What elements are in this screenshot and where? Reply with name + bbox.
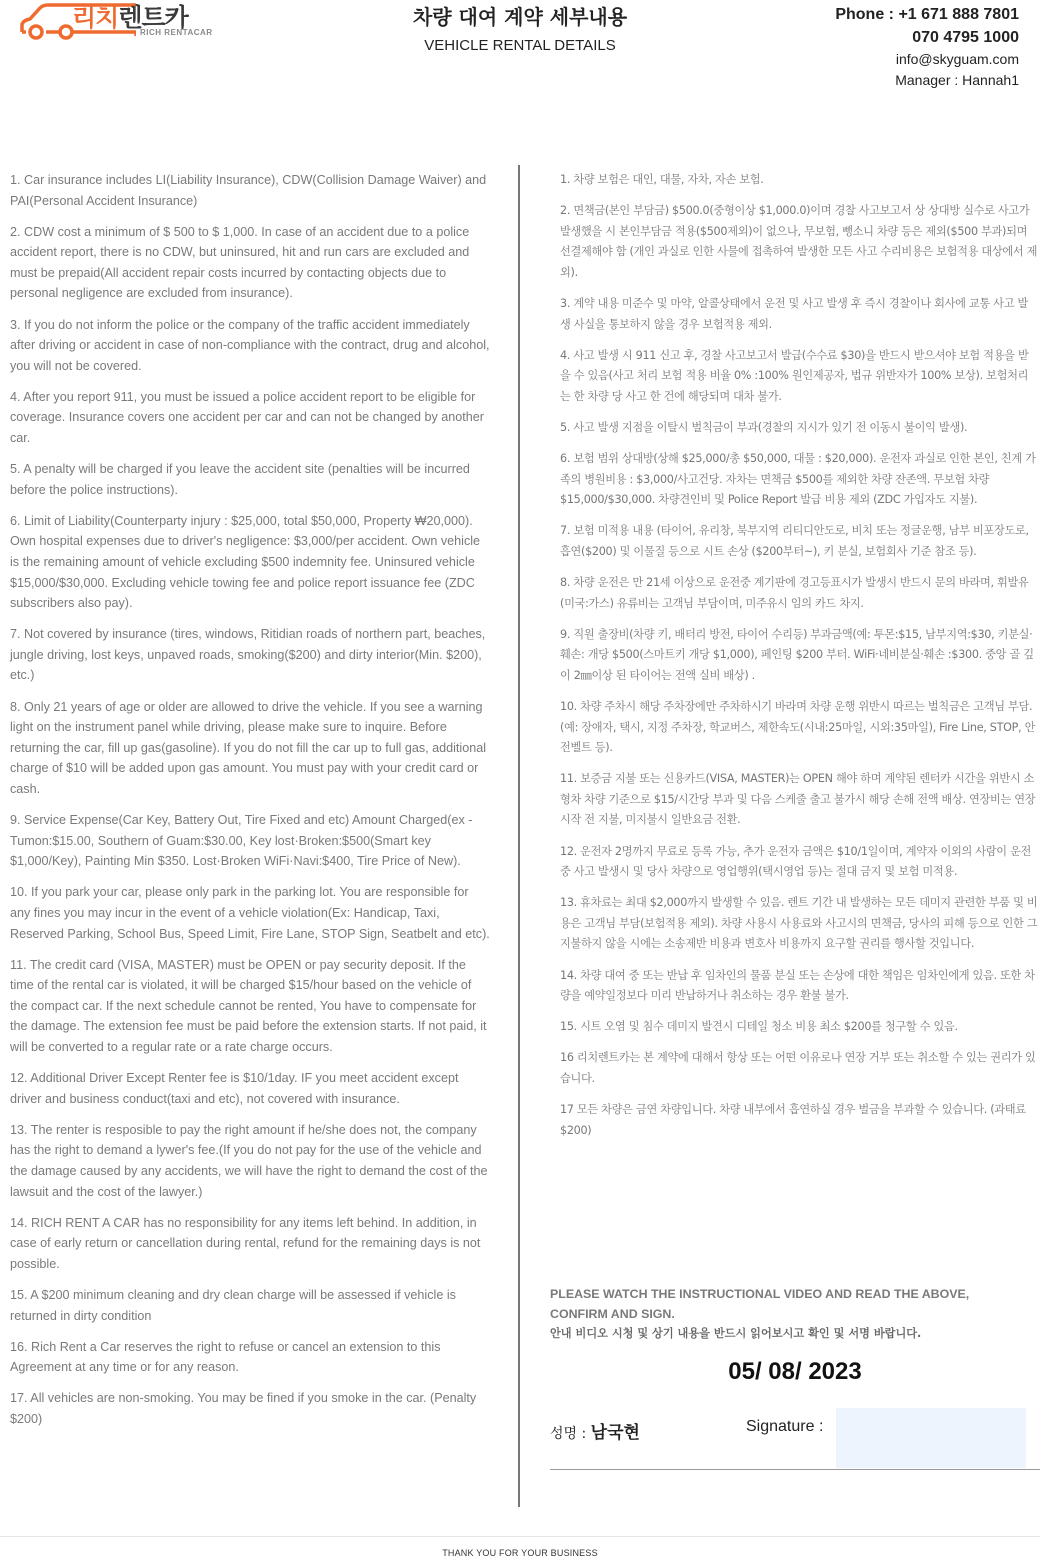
term-kr-2: 2. 면책금(본인 부담금) $500.0(중형이상 $1,000.0)이며 경찰 사고보고서 상 상대방 실수로 사고가 발생했을 시 본인부담금 적용($500제외)이 없으나, 무보험, 뺑소니 차량 등은 제외($500 부과)되며 선결제해야 함 (개인 과실로 인한 사물에 접촉하여 발생한 모든 사고 수리비용은 보험적용 대상에서 제외). bbox=[560, 204, 1038, 279]
term-kr-14: 14. 차량 대여 중 또는 반납 후 임차인의 물품 분실 또는 손상에 대한 책임은 임차인에게 있음. 또한 차량을 예약일정보다 미리 반납하거나 취소하는 경우 환불 불가. bbox=[560, 968, 1035, 1003]
term-kr-1: 1. 차량 보험은 대인, 대물, 자차, 자손 보험. bbox=[560, 173, 764, 186]
term-kr-10: 10. 차량 주차시 해당 주차장에만 주차하시기 바라며 차량 운행 위반시 따르는 벌칙금은 고객님 부담. (예: 장애자, 택시, 지정 주차장, 학교버스, 제한속도(시내:25마일, 시외:35마일), Fire Line, STOP, 안전벨트 등). bbox=[560, 699, 1036, 755]
contact-email: info@skyguam.com bbox=[895, 51, 1019, 67]
term-en-16: 16. Rich Rent a Car reserves the right to refuse or cancel an extension to this Agreement at any time or for any reason. bbox=[10, 1339, 441, 1375]
phone-primary: Phone : +1 671 888 7801 bbox=[835, 6, 1019, 23]
footer-text: THANK YOU FOR YOUR BUSINESS bbox=[442, 1548, 598, 1558]
term-en-3: 3. If you do not inform the police or the company of the traffic accident immediately after driving or accident in case of non-compliance with the contract, drug and alcohol, you will not be covered. bbox=[10, 317, 490, 373]
terms-korean bbox=[560, 170, 1038, 1152]
term-en-7: 7. Not covered by insurance (tires, windows, Ritidian roads of northern part, beaches, jungle driving, lost keys, unpaved roads, smoking($200) and dirty interior(Min. $200), etc.) bbox=[10, 627, 486, 683]
term-kr-12: 12. 운전자 2명까지 무료로 등록 가능, 추가 운전자 금액은 $10/1일이며, 계약자 이외의 사람이 운전중 사고 발생시 및 당사 차량으로 영업행위(택시영업 등)는 절대 금지 및 보험 미적용. bbox=[560, 844, 1032, 879]
term-kr-6: 6. 보험 범위 상대방(상해 $25,000/총 $50,000, 대물 : $20,000). 운전자 과실로 인한 본인, 친계 가족의 병원비용 : $3,000/사고건당. 자차는 면책금 $500를 제외한 차량 잔존액. 무보험 차량 $15,000/$30,000. 차량견인비 및 Police Report 발급 비용 제외 (ZDC 가입자도 지불). bbox=[560, 452, 1036, 507]
term-en-1: 1. Car insurance includes LI(Liability Insurance), CDW(Collision Damage Waiver) and PAI(Personal Accident Insurance) bbox=[10, 173, 487, 208]
notice-en-line1: PLEASE WATCH THE INSTRUCTIONAL VIDEO AND READ THE ABOVE, bbox=[550, 1287, 970, 1301]
signature-underline bbox=[550, 1469, 1040, 1470]
page-title-korean: 차량 대여 계약 세부내용 bbox=[412, 5, 628, 29]
manager-name: Manager : Hannah1 bbox=[895, 72, 1019, 88]
footer-divider bbox=[0, 1536, 1040, 1537]
term-en-4: 4. After you report 911, you must be issued a police accident report to be eligible for coverage. Insurance covers one accident per car and can not be changed by another car. bbox=[10, 389, 484, 446]
term-en-12: 12. Additional Driver Except Renter fee is $10/1day. IF you meet accident except driver and business conduct(taxi and etc), not covered with insurance. bbox=[10, 1071, 459, 1106]
contact-info bbox=[835, 3, 1019, 91]
logo-text-english: RICH RENTACAR bbox=[140, 28, 213, 37]
term-kr-7: 7. 보험 미적용 내용 (타이어, 유리창, 북부지역 리티디안도로, 비치 또는 정글운행, 남부 비포장도로, 흡연($200) 및 이물질 등으로 시트 손상 ($200부터~), 키 분실, 보험회사 기준 참조 등). bbox=[560, 524, 1029, 558]
term-kr-17: 17 모든 차량은 금연 차량입니다. 차량 내부에서 흡연하실 경우 벌금을 부과할 수 있습니다. (과태료 $200) bbox=[560, 1102, 1026, 1137]
term-en-10: 10. If you park your car, please only park in the parking lot. You are responsible for any fines you may incur in the event of a vehicle violation(Ex: Handicap, Taxi, Reserved Parking, School Bus, Speed Limit, Fire Lane, STOP Sign, Seatbelt and etc). bbox=[10, 885, 490, 941]
term-kr-11: 11. 보증금 지불 또는 신용카드(VISA, MASTER)는 OPEN 해야 하며 계약된 렌터카 시간을 위반시 소형차 차량 기준으로 $15/시간당 부과 및 다음 스케줄 출고 불가시 해당 손해 전액 배상. 연장비는 연장시작 전 지불, 미지불시 일반요금 전환. bbox=[560, 772, 1036, 827]
term-kr-4: 4. 사고 발생 시 911 신고 후, 경찰 사고보고서 발급(수수료 $30)을 반드시 받으셔야 보험 적용을 받을 수 있음(사고 처리 보험 적용 비율 0% :100% 원인제공자, 법규 위반자가 100% 보상). 보험처리는 한 차량 당 사고 한 건에 해당되며 대차 불가. bbox=[560, 348, 1029, 403]
term-kr-3: 3. 계약 내용 미준수 및 마약, 알콜상태에서 운전 및 사고 발생 후 즉시 경찰이나 회사에 교통 사고 발생 사실을 통보하지 않을 경우 보험적용 제외. bbox=[560, 296, 1028, 331]
terms-english bbox=[10, 170, 492, 1440]
phone-secondary: 070 4795 1000 bbox=[912, 29, 1019, 46]
term-en-6: 6. Limit of Liability(Counterparty injury : $25,000, total $50,000, Property ₩20,000). Own hospital expenses due to driver's negligence: $3,000/per accident. Own vehicle is the remaining amount of vehicle excluding $500 indemnity fee. Uninsured vehicle $15,000/$30,000. Excluding vehicle towing fee and police report issuance fee (ZDC subscribers also pay). bbox=[10, 513, 481, 611]
term-kr-5: 5. 사고 발생 지점을 이탈시 벌칙금이 부과(경찰의 지시가 있기 전 이동시 불이익 발생). bbox=[560, 420, 968, 434]
term-kr-8: 8. 차량 운전은 만 21세 이상으로 운전중 계기판에 경고등표시가 발생시 반드시 문의 바라며, 휘발유(미국:가스) 유류비는 고객님 부담이며, 미주유시 임의 카드 차지. bbox=[560, 576, 1029, 610]
term-en-13: 13. The renter is resposible to pay the right amount if he/she does not, the company has the right to demand a lywer's fee.(If you do not pay for the use of the vehicle and the damage caused by any accidents, we will have the right to demand the cost of the lawsuit and the cost of the lawyer.) bbox=[10, 1122, 488, 1199]
term-en-8: 8. Only 21 years of age or older are allowed to drive the vehicle. If you see a warning light on the instrument panel while driving, please make sure to inquire. Before returning the car, fill up gas(gasoline). If you do not fill the car up to full gas, additional charge of $10 will be added upon gas amount. You must pay with your credit card or cash. bbox=[10, 699, 487, 796]
term-kr-16: 16 리치렌트카는 본 계약에 대해서 항상 또는 어떤 이유로나 연장 거부 또는 취소할 수 있는 권리가 있습니다. bbox=[560, 1051, 1036, 1085]
notice-en-line2: CONFIRM AND SIGN. bbox=[550, 1307, 675, 1321]
term-en-14: 14. RICH RENT A CAR has no responsibility for any items left behind. In addition, in case of early return or cancellation during rental, refund for the remaining days is not possible. bbox=[10, 1215, 481, 1271]
signature-label: Signature : bbox=[746, 1418, 824, 1435]
name-label: 성명 : bbox=[550, 1426, 591, 1442]
term-en-2: 2. CDW cost a minimum of $ 500 to $ 1,000. In case of an accident due to a police accident report, there is no CDW, but uninsured, hit and run cars are excluded and must be prepaid(All accident repair costs incurred by contacting objects due to personal negligence are excluded from insurance). bbox=[10, 224, 470, 301]
term-en-5: 5. A penalty will be charged if you leave the accident site (penalties will be incurred before the police instructions). bbox=[10, 462, 470, 497]
term-en-15: 15. A $200 minimum cleaning and dry clean charge will be assessed if vehicle is returned in dirty condition bbox=[10, 1287, 456, 1323]
sign-notice bbox=[550, 1284, 1020, 1344]
logo-text-dark: 렌트카 bbox=[118, 3, 188, 32]
notice-kr: 안내 비디오 시청 및 상기 내용을 반드시 읽어보시고 확인 및 서명 바랍니다. bbox=[550, 1327, 922, 1340]
contract-date: 05/ 08/ 2023 bbox=[728, 1358, 862, 1385]
logo-text-orange: 리치 bbox=[72, 3, 119, 32]
term-kr-15: 15. 시트 오염 및 침수 데미지 발견시 디테일 청소 비용 최소 $200를 청구할 수 있음. bbox=[560, 1020, 958, 1034]
term-kr-9: 9. 직원 출장비(차량 키, 배터리 방전, 타이어 수리등) 부과금액(예: 투몬:$15, 남부지역:$30, 키분실·훼손: 개당 $500(스마트키 개당 $1,000), 페인팅 $200 부터. WiFi·네비분실·훼손 :$300. 중앙 골 깊이 2㎜이상 된 타이어는 전액 실비 배상) . bbox=[560, 627, 1034, 682]
term-en-11: 11. The credit card (VISA, MASTER) must be OPEN or pay security deposit. If the time of the rental car is violated, it will be charged $15/hour based on the vehicle of the compact car. If the next schedule cannot be rented, You have to compensate for the damage. The extension fee must be paid before the extension starts. If not paid, it will be converted to a regular rate or a rate charge occurs. bbox=[10, 957, 487, 1054]
page-title-english: VEHICLE RENTAL DETAILS bbox=[424, 37, 616, 54]
name-value: 남국현 bbox=[590, 1423, 640, 1443]
term-kr-13: 13. 휴차료는 최대 $2,000까지 발생할 수 있음. 렌트 기간 내 발생하는 모든 데미지 관련한 부품 및 비용은 고객님 부담(보험적용 제외). 차량 사용시 사용료와 사고시의 면책금, 당사의 피해 등으로 인한 그 지불하지 않을 시에는 소송제반 비용과 변호사 비용까지 요구할 권리를 행사할 것입니다. bbox=[560, 896, 1038, 951]
term-en-17: 17. All vehicles are non-smoking. You may be fined if you smoke in the car. (Penalty $200) bbox=[10, 1391, 477, 1426]
renter-name bbox=[550, 1418, 640, 1443]
signature-field[interactable] bbox=[836, 1408, 1026, 1468]
column-divider bbox=[518, 165, 520, 1507]
term-en-9: 9. Service Expense(Car Key, Battery Out, Tire Fixed and etc) Amount Charged(ex - Tumon:$15.00, Southern of Guam:$30.00, Key lost·Broken:$500(Smart key $1,000/Key), Painting Min $350. Lost·Broken WiFi·Navi:$400, Tire Price of New). bbox=[10, 813, 473, 869]
